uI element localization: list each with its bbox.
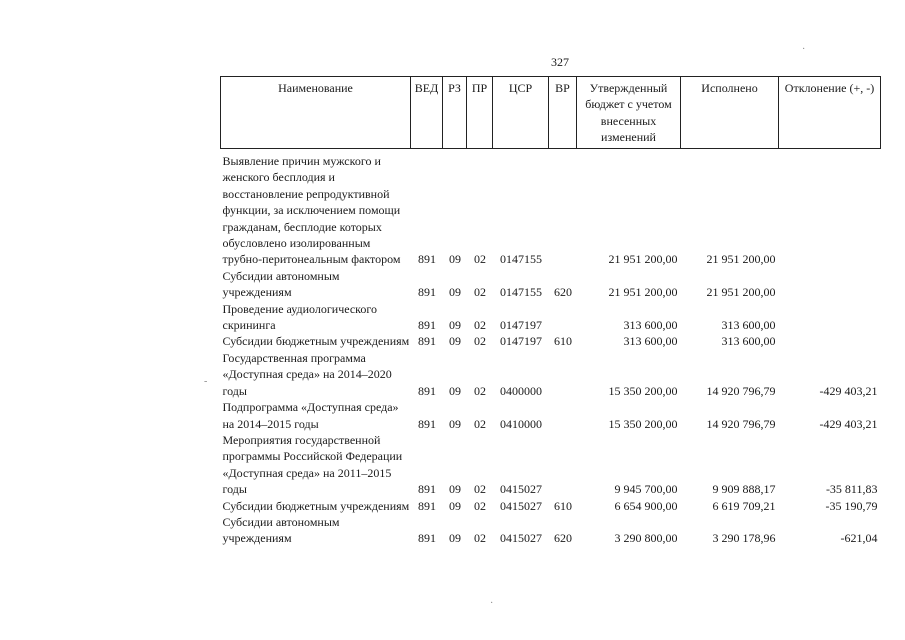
- row-ved: 891: [418, 482, 436, 497]
- table-row: [221, 399, 881, 432]
- row-deviation: [779, 268, 881, 301]
- row-pr: 02: [474, 383, 486, 398]
- row-approved: 15 350 200,00: [608, 383, 678, 398]
- table-row: [221, 498, 881, 514]
- header-approved-budget: Утвержденный бюджет с учетом внесенных изменений: [577, 77, 681, 149]
- row-name: Проведение аудиологического скрининга: [222, 301, 378, 333]
- table-row: [221, 268, 881, 301]
- header-pr: ПР: [467, 77, 493, 149]
- row-deviation: -35 811,83: [825, 482, 878, 497]
- row-csr: 0147197: [500, 334, 542, 349]
- row-name: Мероприятия государственной программы Российской Федерации «Доступная среда» на 2011–2015 годы: [222, 432, 403, 497]
- row-pr: 02: [474, 285, 486, 300]
- row-pr: 02: [474, 334, 486, 349]
- row-executed: 21 951 200,00: [706, 285, 776, 300]
- row-executed: 3 290 178,96: [712, 531, 776, 546]
- row-pr: 02: [474, 318, 486, 333]
- row-deviation: -621,04: [840, 531, 878, 546]
- row-executed: 14 920 796,79: [706, 383, 776, 398]
- row-ved: 891: [418, 334, 436, 349]
- row-vr: 620: [554, 531, 572, 546]
- row-csr: 0415027: [500, 531, 542, 546]
- row-executed: 9 909 888,17: [712, 482, 776, 497]
- row-vr: [549, 399, 577, 432]
- table-row: [221, 350, 881, 399]
- row-csr: 0410000: [500, 416, 542, 431]
- row-name: Субсидии бюджетным учреждениям: [222, 334, 410, 349]
- row-rz: 09: [449, 416, 461, 431]
- row-approved: 9 945 700,00: [614, 482, 678, 497]
- page-number: 327: [551, 55, 569, 69]
- header-name: Наименование: [221, 77, 411, 149]
- header-rz: РЗ: [443, 77, 467, 149]
- row-pr: 02: [474, 531, 486, 546]
- row-ved: 891: [418, 285, 436, 300]
- row-pr: 02: [474, 416, 486, 431]
- row-csr: 0147155: [500, 285, 542, 300]
- row-ved: 891: [418, 252, 436, 267]
- scan-speck: ·: [802, 44, 806, 55]
- row-vr: [549, 432, 577, 498]
- header-csr: ЦСР: [493, 77, 549, 149]
- row-vr: 610: [554, 498, 572, 513]
- table-row: [221, 333, 881, 349]
- table-row: [221, 149, 881, 268]
- row-ved: 891: [418, 498, 436, 513]
- row-approved: 15 350 200,00: [608, 416, 678, 431]
- table-row: [221, 432, 881, 498]
- row-approved: 3 290 800,00: [614, 531, 678, 546]
- row-vr: [549, 301, 577, 334]
- row-rz: 09: [449, 498, 461, 513]
- row-rz: 09: [449, 531, 461, 546]
- row-executed: 6 619 709,21: [712, 498, 776, 513]
- row-csr: 0415027: [500, 482, 542, 497]
- row-name: Подпрограмма «Доступная среда» на 2014–2015 годы: [222, 400, 399, 431]
- row-pr: 02: [474, 482, 486, 497]
- row-name: Государственная программа «Доступная среда» на 2014–2020 годы: [222, 350, 392, 398]
- row-ved: 891: [418, 416, 436, 431]
- header-vr: ВР: [549, 77, 577, 149]
- row-name: Субсидии автономным учреждениям: [222, 514, 340, 546]
- table-header-row: [221, 77, 881, 149]
- row-approved: 6 654 900,00: [614, 498, 678, 513]
- header-ved: ВЕД: [411, 77, 443, 149]
- row-name: Субсидии автономным учреждениям: [222, 268, 340, 300]
- row-approved: 313 600,00: [623, 318, 678, 333]
- row-rz: 09: [449, 285, 461, 300]
- row-rz: 09: [449, 383, 461, 398]
- row-approved: 21 951 200,00: [608, 252, 678, 267]
- header-executed: Исполнено: [681, 77, 779, 149]
- row-executed: 14 920 796,79: [706, 416, 776, 431]
- row-approved: 21 951 200,00: [608, 285, 678, 300]
- table-row: [221, 301, 881, 334]
- row-ved: 891: [418, 383, 436, 398]
- row-deviation: -429 403,21: [819, 383, 878, 398]
- row-executed: 313 600,00: [721, 318, 776, 333]
- row-ved: 891: [418, 531, 436, 546]
- row-deviation: -35 190,79: [825, 498, 878, 513]
- row-csr: 0400000: [500, 383, 542, 398]
- row-csr: 0415027: [500, 498, 542, 513]
- header-deviation: Отклонение (+, -): [779, 77, 881, 149]
- row-vr: [549, 149, 577, 268]
- scan-speck: -: [204, 376, 208, 387]
- row-deviation: [779, 333, 881, 349]
- row-ved: 891: [418, 318, 436, 333]
- row-csr: 0147197: [500, 318, 542, 333]
- row-executed: 21 951 200,00: [706, 252, 776, 267]
- row-deviation: [779, 301, 881, 334]
- scan-speck: ·: [490, 598, 494, 609]
- row-pr: 02: [474, 498, 486, 513]
- row-vr: [549, 350, 577, 399]
- row-name: Субсидии бюджетным учреждениям: [222, 498, 410, 513]
- row-csr: 0147155: [500, 252, 542, 267]
- row-deviation: [779, 149, 881, 268]
- row-executed: 313 600,00: [721, 334, 776, 349]
- row-pr: 02: [474, 252, 486, 267]
- row-deviation: -429 403,21: [819, 416, 878, 431]
- row-approved: 313 600,00: [623, 334, 678, 349]
- row-vr: 610: [554, 334, 572, 349]
- row-rz: 09: [449, 252, 461, 267]
- row-rz: 09: [449, 318, 461, 333]
- row-rz: 09: [449, 334, 461, 349]
- budget-execution-table: [220, 76, 881, 547]
- row-name: Выявление причин мужского и женского бесплодия и восстановление репродуктивной функции, за исключением помощи гражданам, бесплодие которых обусловлено изолированным трубно-перитонеальным фактором: [222, 154, 401, 267]
- row-vr: 620: [554, 285, 572, 300]
- row-rz: 09: [449, 482, 461, 497]
- table-row: [221, 514, 881, 547]
